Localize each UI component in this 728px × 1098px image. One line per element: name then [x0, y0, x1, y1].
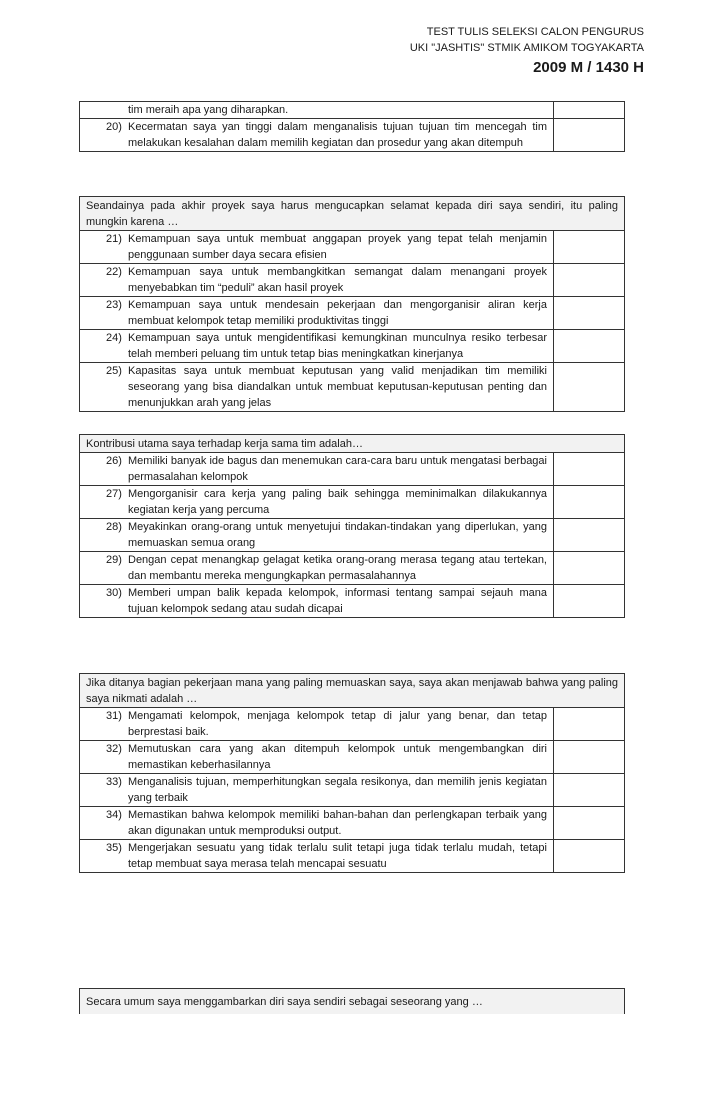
answer-cell[interactable] [554, 119, 624, 151]
item-number: 28) [106, 521, 122, 533]
item-number: 27) [106, 488, 122, 500]
table-row [80, 708, 624, 741]
table-row [80, 585, 624, 618]
item-number: 25) [106, 365, 122, 377]
table-row [80, 264, 624, 297]
table-row [80, 231, 624, 264]
table-row [80, 519, 624, 552]
item-text: Memutuskan cara yang akan ditempuh kelompok untuk mengembangkan diri memastikan keberhasilannya [128, 743, 547, 771]
item-text: Kemampuan saya untuk mengidentifikasi kemungkinan munculnya resiko terbesar telah memberi peluang tim untuk tetap bias meningkatkan kinerjanya [128, 332, 547, 360]
question-table-5 [79, 988, 625, 1014]
answer-cell[interactable] [554, 741, 624, 773]
section-intro: Jika ditanya bagian pekerjaan mana yang paling memuaskan saya, saya akan menjawab bahwa yang paling saya nikmati adalah … [80, 674, 624, 708]
item-number: 29) [106, 554, 122, 566]
item-number: 35) [106, 842, 122, 854]
table-row [80, 552, 624, 585]
item-text: Kapasitas saya untuk membuat keputusan yang valid menjadikan tim memiliki seseorang yang bisa diandalkan untuk membuat keputusan-keputusan penting dan menunjukkan arah yang jelas [128, 365, 547, 409]
item-text: Memastikan bahwa kelompok memiliki bahan-bahan dan perlengkapan terbaik yang akan digunakan untuk memproduksi output. [128, 809, 547, 837]
answer-cell[interactable] [554, 486, 624, 518]
answer-cell[interactable] [554, 519, 624, 551]
item-number: 20) [106, 121, 122, 133]
answer-cell[interactable] [554, 453, 624, 485]
answer-cell[interactable] [554, 102, 624, 118]
item-text: Mengamati kelompok, menjaga kelompok tetap di jalur yang benar, dan tetap berprestasi baik. [128, 710, 547, 738]
item-number: 31) [106, 710, 122, 722]
item-text: Kecermatan saya yan tinggi dalam menganalisis tujuan tujuan tim mencegah tim melakukan kesalahan dalam memilih kegiatan dan prosedur yang akan ditempuh [128, 121, 547, 149]
answer-cell[interactable] [554, 231, 624, 263]
document-header [410, 24, 644, 80]
item-number: 21) [106, 233, 122, 245]
item-text: Kemampuan saya untuk membuat anggapan proyek yang tepat telah menjamin penggunaan sumber daya secara efisien [128, 233, 547, 261]
item-text: Kemampuan saya untuk mendesain pekerjaan dan mengorganisir aliran kerja membuat kelompok tetap memiliki produktivitas tinggi [128, 299, 547, 327]
item-text: Menganalisis tujuan, memperhitungkan segala resikonya, dan memilih jenis kegiatan yang terbaik [128, 776, 547, 804]
header-line-2: UKI "JASHTIS" STMIK AMIKOM TOGYAKARTA [409, 42, 644, 54]
item-number: 34) [106, 809, 122, 821]
answer-cell[interactable] [554, 585, 624, 617]
question-table-3 [79, 434, 625, 618]
answer-cell[interactable] [554, 363, 624, 411]
item-number: 30) [106, 587, 122, 599]
table-row [80, 807, 624, 840]
question-table-4 [79, 673, 625, 873]
item-number: 22) [106, 266, 122, 278]
item-number: 26) [106, 455, 122, 467]
table-row [80, 363, 624, 412]
item-text: Dengan cepat menangkap gelagat ketika orang-orang merasa tegang atau tertekan, dan membantu mereka mengungkapkan permasalahannya [128, 554, 547, 582]
answer-cell[interactable] [554, 708, 624, 740]
answer-cell[interactable] [554, 297, 624, 329]
question-table-1 [79, 101, 625, 152]
item-text: Memberi umpan balik kepada kelompok, informasi tentang sampai sejauh mana tujuan kelompok sedang atau sudah dicapai [128, 587, 547, 615]
item-text: Memiliki banyak ide bagus dan menemukan cara-cara baru untuk mengatasi berbagai permasalahan kelompok [128, 455, 547, 483]
table-row [80, 486, 624, 519]
item-text: Mengerjakan sesuatu yang tidak terlalu sulit tetapi juga tidak terlalu mudah, tetapi tetap membuat saya merasa telah mencapai sesuatu [128, 842, 547, 870]
header-year: 2009 M / 1430 H [533, 59, 644, 76]
table-row [80, 330, 624, 363]
table-row [80, 119, 624, 152]
answer-cell[interactable] [554, 330, 624, 362]
section-intro: Secara umum saya menggambarkan diri saya sendiri sebagai seseorang yang … [80, 989, 624, 1014]
answer-cell[interactable] [554, 774, 624, 806]
table-row [80, 102, 624, 119]
section-intro: Seandainya pada akhir proyek saya harus mengucapkan selamat kepada diri saya sendiri, itu paling mungkin karena … [80, 197, 624, 231]
answer-cell[interactable] [554, 807, 624, 839]
continuation-text: tim meraih apa yang diharapkan. [80, 102, 554, 118]
item-number: 24) [106, 332, 122, 344]
answer-cell[interactable] [554, 264, 624, 296]
answer-cell[interactable] [554, 552, 624, 584]
item-text: Meyakinkan orang-orang untuk menyetujui tindakan-tindakan yang diperlukan, yang memuaskan semua orang [128, 521, 547, 549]
table-row [80, 741, 624, 774]
header-line-1: TEST TULIS SELEKSI CALON PENGURUS [426, 26, 644, 38]
table-row [80, 453, 624, 486]
question-table-2 [79, 196, 625, 412]
table-row [80, 840, 624, 873]
table-row [80, 297, 624, 330]
item-text: Kemampuan saya untuk membangkitkan semangat dalam menangani proyek menyebabkan tim “peduli” akan hasil proyek [128, 266, 547, 294]
section-intro: Kontribusi utama saya terhadap kerja sama tim adalah… [80, 435, 624, 453]
item-text: Mengorganisir cara kerja yang paling baik sehingga meminimalkan dilakukannya kegiatan kerja yang percuma [128, 488, 547, 516]
item-number: 23) [106, 299, 122, 311]
item-number: 33) [106, 776, 122, 788]
table-row [80, 774, 624, 807]
item-number: 32) [106, 743, 122, 755]
answer-cell[interactable] [554, 840, 624, 872]
